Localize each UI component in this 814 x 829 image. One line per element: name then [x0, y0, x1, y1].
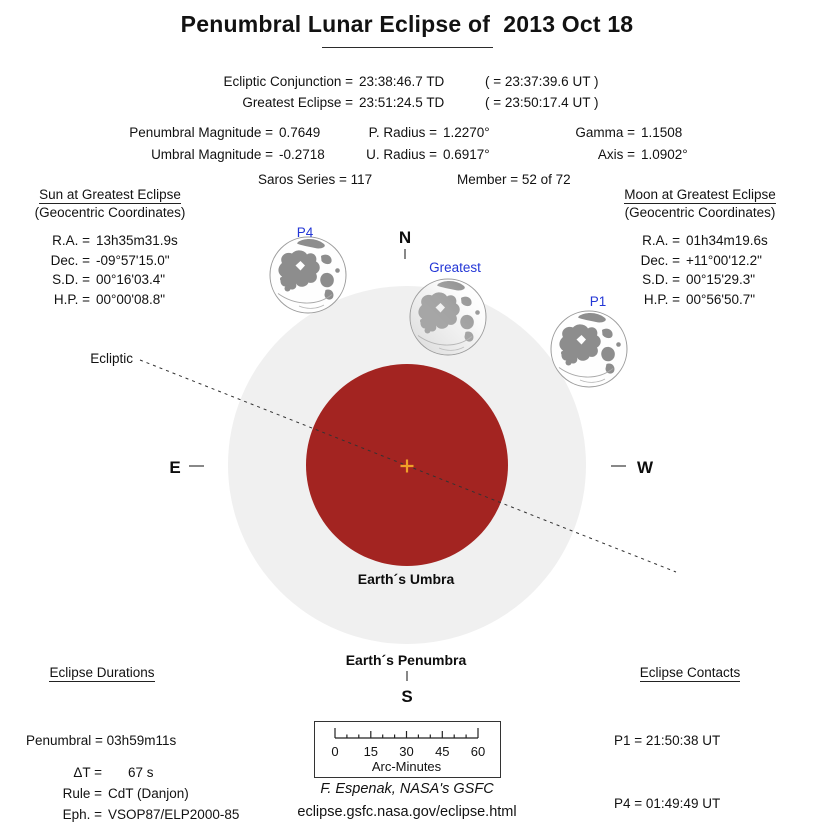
- moon-p1: [551, 311, 627, 387]
- sun-sd-label: S.D. =: [52, 272, 90, 287]
- sun-hp-label: H.P. =: [53, 291, 90, 307]
- greatest-eclipse-td: 23:51:24.5 TD: [359, 95, 445, 110]
- contacts-heading: Eclipse Contacts: [639, 665, 741, 680]
- moon-ra-label: R.A. =: [642, 233, 680, 248]
- sun-dec-label: Dec. =: [50, 252, 90, 268]
- delta-t-label: ΔT =: [73, 765, 102, 780]
- north-label: N: [398, 228, 412, 247]
- ecliptic-conjunction-label: Ecliptic Conjunction =: [223, 74, 353, 89]
- conjunction-table: [180, 71, 598, 113]
- west-label: W: [636, 458, 654, 477]
- radius-group: [340, 122, 490, 166]
- rule-label: Rule =: [62, 786, 102, 801]
- magnitude-group: [115, 122, 325, 166]
- east-label: E: [169, 458, 181, 477]
- axis-value: 1.0902°: [641, 147, 688, 162]
- moon-p4: [270, 237, 346, 313]
- sun-hp-value: 00°00'08.8": [96, 291, 166, 307]
- moon-hp-label: H.P. =: [643, 291, 680, 307]
- contact-p1-time: P1 = 21:50:38 UT: [614, 733, 721, 748]
- sun-dec-value: -09°57'15.0": [96, 252, 170, 268]
- moon-sd-label: S.D. =: [642, 272, 680, 287]
- penumbral-magnitude-label: Penumbral Magnitude =: [129, 125, 273, 140]
- penumbra-label: Earth´s Penumbra: [345, 652, 467, 668]
- u-radius-label: U. Radius =: [366, 147, 437, 162]
- rule-value: CdT (Danjon): [108, 786, 189, 801]
- scale-bar: [314, 721, 501, 778]
- scale-tick-45: 45: [435, 744, 450, 759]
- sun-panel-heading: Sun at Greatest Eclipse: [39, 187, 181, 202]
- gamma-value: 1.1508: [641, 125, 683, 140]
- scale-tick-60: 60: [470, 744, 486, 759]
- ecliptic-conjunction-td: 23:38:46.7 TD: [359, 74, 445, 89]
- ephemeris-value: VSOP87/ELP2000-85: [108, 807, 240, 822]
- penumbral-shading: [411, 280, 486, 355]
- gamma-label: Gamma =: [575, 125, 635, 140]
- umbral-magnitude-value: -0.2718: [279, 147, 325, 162]
- moon-hp-value: 00°56'50.7": [686, 291, 756, 307]
- scale-tick-15: 15: [363, 744, 379, 759]
- moon-dec-label: Dec. =: [640, 252, 680, 268]
- umbra-label: Earth´s Umbra: [357, 571, 455, 587]
- contact-p4-time: P4 = 01:49:49 UT: [614, 796, 721, 811]
- geometry-group: [545, 122, 688, 166]
- greatest-eclipse-ut: ( = 23:50:17.4 UT ): [485, 95, 599, 110]
- title-underline: [322, 47, 493, 48]
- moon-panel-subheading: (Geocentric Coordinates): [624, 205, 776, 220]
- sun-ra-label: R.A. =: [52, 233, 90, 248]
- ecliptic-label: Ecliptic: [90, 351, 133, 366]
- scale-unit-label: Arc-Minutes: [371, 759, 442, 774]
- sun-sd-value: 00°16'03.4": [96, 272, 166, 287]
- scale-tick-30: 30: [399, 744, 414, 759]
- durations-heading: Eclipse Durations: [49, 665, 155, 680]
- penumbral-duration: Penumbral = 03h59m11s: [26, 733, 177, 748]
- south-label: S: [401, 687, 413, 706]
- saros-series: Saros Series = 117: [258, 172, 373, 187]
- moon-panel-heading: Moon at Greatest Eclipse: [624, 187, 776, 202]
- p-radius-label: P. Radius =: [368, 125, 437, 140]
- u-radius-value: 0.6917°: [443, 147, 490, 162]
- sun-ra-value: 13h35m31.9s: [96, 233, 178, 248]
- website-url: eclipse.gsfc.nasa.gov/eclipse.html: [297, 804, 517, 820]
- ephemeris-label: Eph. =: [62, 807, 102, 822]
- scale-tick-0: 0: [331, 744, 339, 759]
- ecliptic-conjunction-ut: ( = 23:37:39.6 UT ): [485, 74, 599, 89]
- greatest-label: Greatest: [429, 260, 481, 275]
- moon-sd-value: 00°15'29.3": [686, 272, 756, 287]
- delta-t-value: 67 s: [128, 765, 154, 780]
- greatest-eclipse-label: Greatest Eclipse =: [242, 95, 353, 110]
- saros-member: Member = 52 of 72: [457, 172, 571, 187]
- moon-ra-value: 01h34m19.6s: [686, 233, 768, 248]
- axis-label: Axis =: [597, 147, 635, 162]
- sun-panel-subheading: (Geocentric Coordinates): [34, 205, 186, 220]
- page-title: Penumbral Lunar Eclipse of 2013 Oct 18: [180, 11, 634, 37]
- p4-contact-label: P4: [296, 225, 314, 240]
- moon-dec-value: +11°00'12.2": [686, 252, 762, 268]
- author-credit: F. Espenak, NASA's GSFC: [320, 781, 494, 797]
- p-radius-value: 1.2270°: [443, 125, 490, 140]
- umbral-magnitude-label: Umbral Magnitude =: [151, 147, 273, 162]
- eclipse-geometry-diagram: [0, 200, 814, 720]
- penumbral-magnitude-value: 0.7649: [279, 125, 321, 140]
- moon-greatest: [410, 279, 486, 355]
- p1-contact-label: P1: [589, 294, 607, 309]
